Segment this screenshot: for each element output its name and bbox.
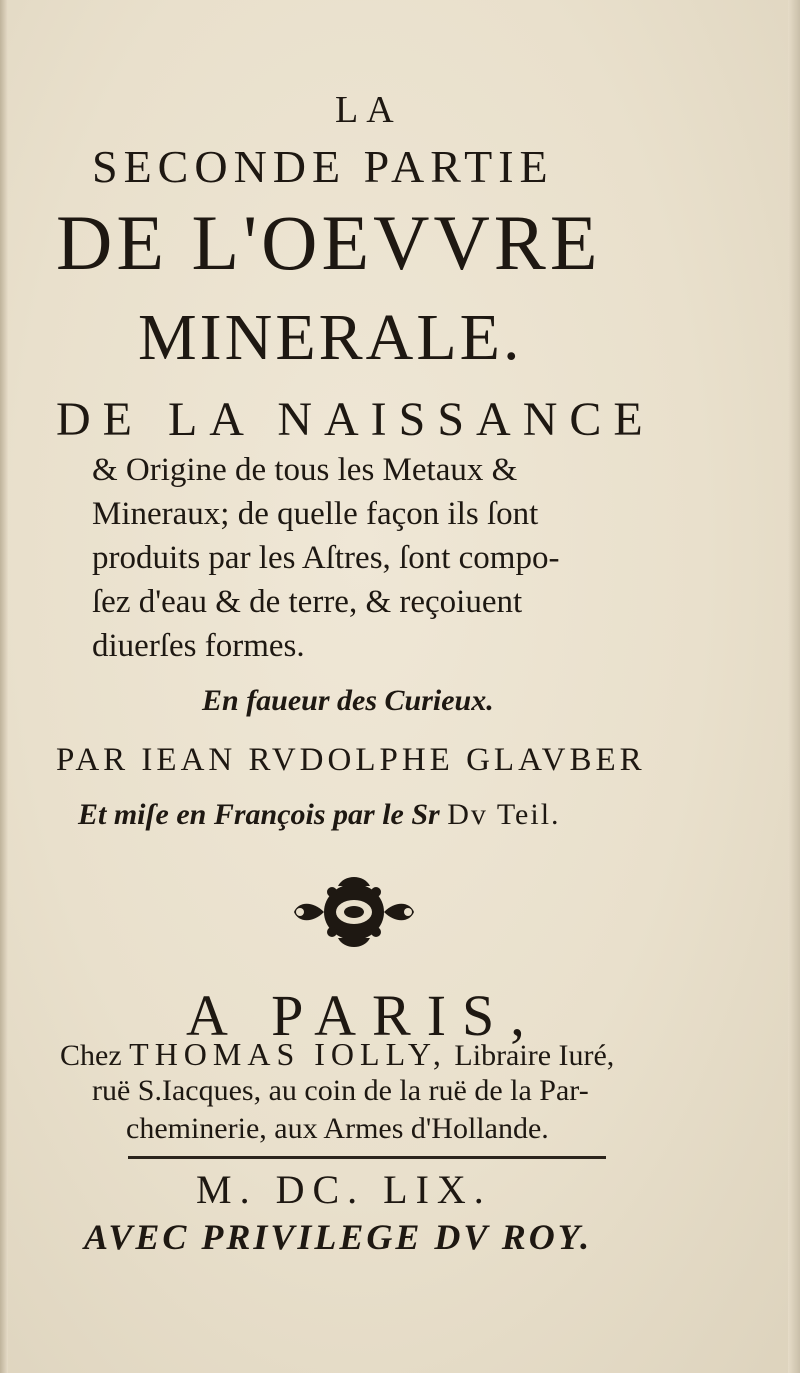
description-line: & Origine de tous les Metaux & [92, 452, 518, 488]
page-edge [788, 0, 800, 1373]
title-line-oeuvre: DE L'OEVVRE [56, 199, 602, 286]
printer-address-line-1: ruë S.Iacques, au coin de la ruë de la Par- [92, 1074, 589, 1107]
title-line-seconde-partie: SECONDE PARTIE [92, 141, 554, 192]
subtitle-naissance: DE LA NAISSANCE [56, 393, 655, 446]
author-line: PAR IEAN RVDOLPHE GLAVBER [56, 742, 646, 778]
royal-privilege: AVEC PRIVILEGE DV ROY. [84, 1217, 593, 1257]
imprint-city: A PARIS, [186, 983, 541, 1048]
translation-prefix: Et miſe en François par le Sr [78, 798, 440, 831]
horizontal-rule [128, 1156, 606, 1159]
title-line-minerale: MINERALE. [138, 301, 523, 374]
description-line: diuerſes formes. [92, 628, 305, 664]
printer-line [60, 1036, 614, 1073]
dedication-line: En faueur des Curieux. [202, 684, 494, 717]
floral-printer-ornament-icon [288, 872, 420, 952]
printer-address-line-2: cheminerie, aux Armes d'Hollande. [126, 1112, 549, 1145]
description-line: produits par les Aſtres, ſont compo- [92, 540, 560, 576]
translator-name: Dv Teil. [447, 798, 561, 831]
printer-title: Libraire Iuré, [454, 1039, 615, 1072]
publication-date: M. DC. LIX. [196, 1167, 492, 1212]
description-line: ſez d'eau & de terre, & reçoiuent [92, 584, 523, 620]
title-line-la: LA [335, 89, 402, 131]
description-line: Mineraux; de quelle façon ils ſont [92, 496, 539, 532]
subtitle-description [92, 448, 682, 668]
printer-name: THOMAS IOLLY, [129, 1036, 447, 1072]
printer-prefix: Chez [60, 1039, 122, 1072]
page-gutter-shadow [0, 0, 8, 1373]
translation-credit [78, 798, 561, 832]
